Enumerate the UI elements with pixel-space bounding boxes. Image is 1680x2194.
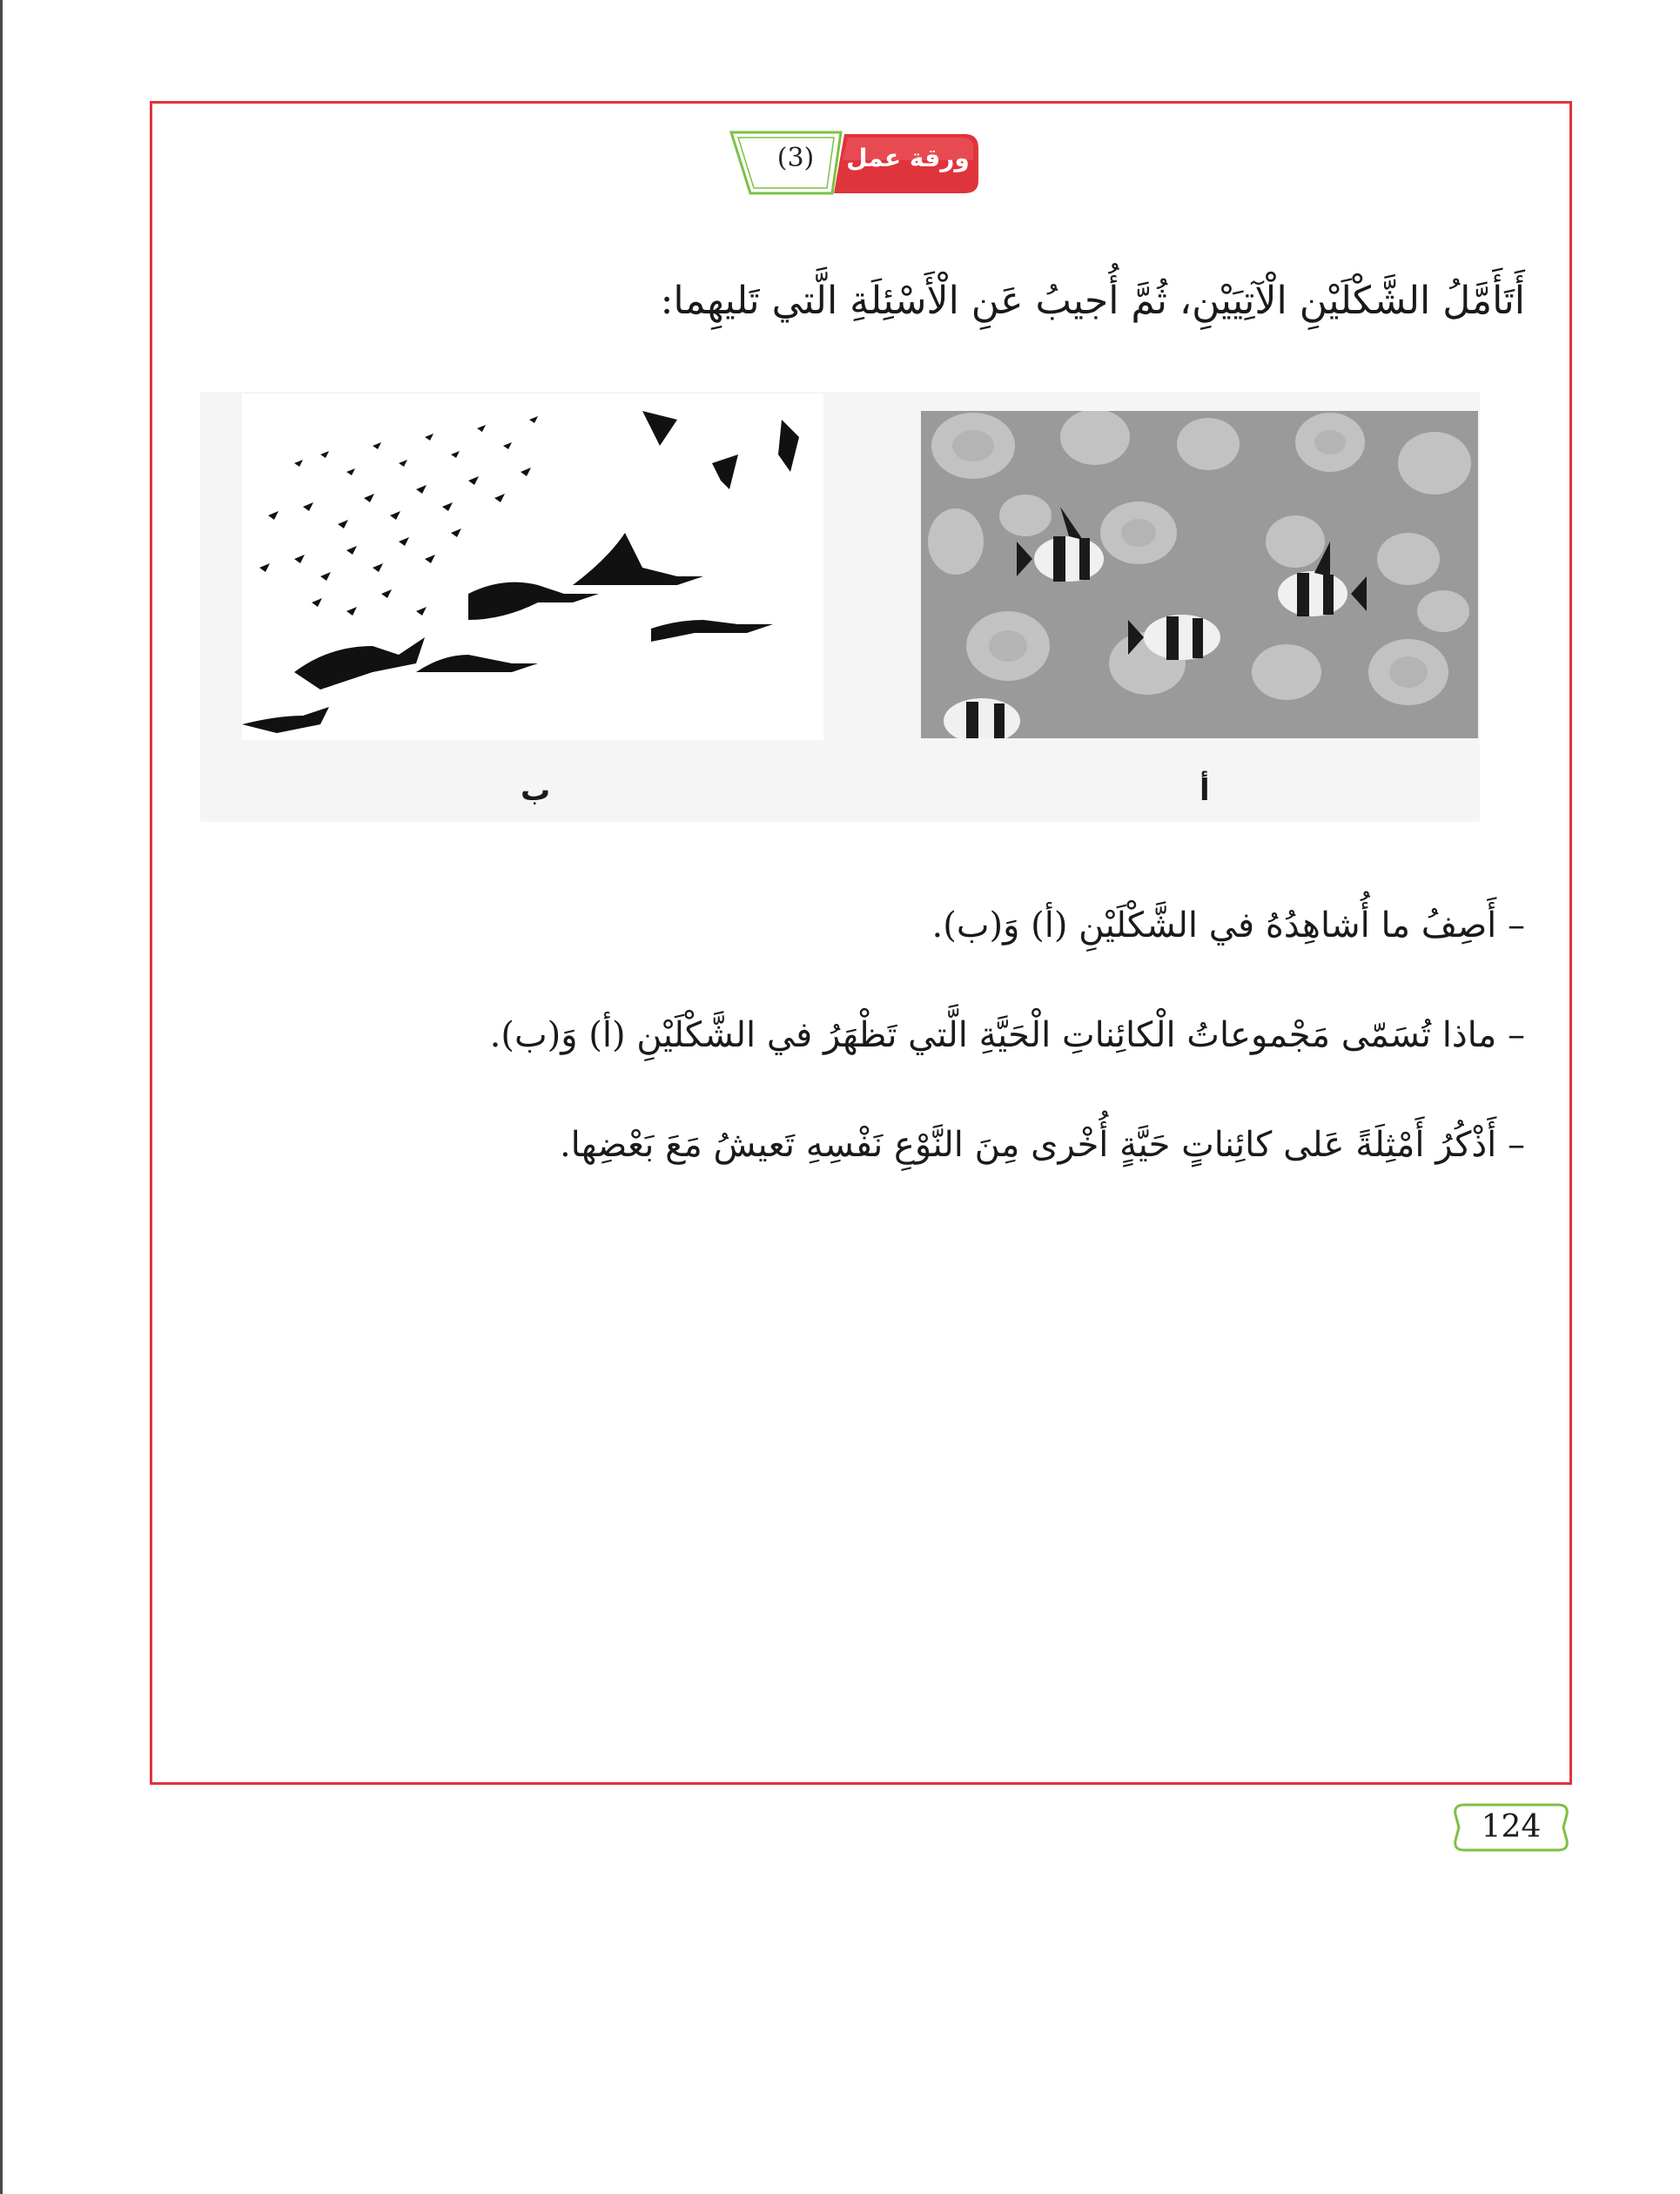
figure-a-fish-image [921, 411, 1478, 738]
figure-a-label: أ [1200, 773, 1210, 808]
questions-list [219, 905, 1525, 1235]
page-number: 124 [1481, 1809, 1542, 1845]
worksheet-title: ورقة عمل [846, 144, 970, 172]
worksheet-number: (3) [776, 143, 815, 173]
question-1: – أَصِفُ ما أُشاهِدُهُ في الشَّكْلَيْنِ (أ) وَ(ب). [931, 905, 1525, 946]
page-spine-edge [0, 0, 3, 2194]
figure-b-label: ب [521, 773, 551, 808]
question-3: – أَذْكُرُ أَمْثِلَةً عَلى كائِناتٍ حَيَّةٍ أُخْرى مِنَ النَّوْعِ نَفْسِهِ تَعيشُ مَعَ بَعْضِها. [559, 1125, 1525, 1165]
figure-b-birds-image [242, 394, 823, 740]
question-2: – ماذا تُسَمّى مَجْموعاتُ الْكائِناتِ الْحَيَّةِ الَّتي تَظْهَرُ في الشَّكْلَيْنِ (أ) وَ(ب). [489, 1015, 1525, 1055]
instruction-text: أَتَأَمَّلُ الشَّكْلَيْنِ الْآتِيَيْنِ، ثُمَّ أُجيبُ عَنِ الْأَسْئِلَةِ الَّتي تَليهِما: [660, 279, 1525, 323]
